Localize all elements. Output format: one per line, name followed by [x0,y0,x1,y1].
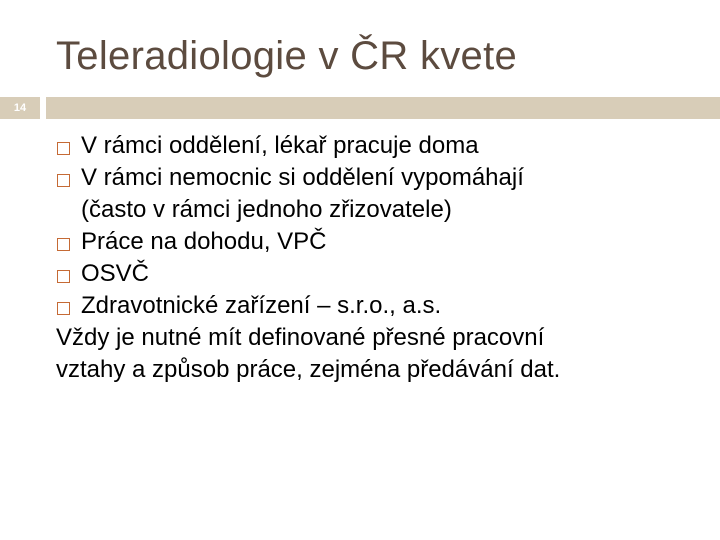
square-bullet-icon [57,174,70,187]
slide-number-box [0,97,40,119]
bullet-text: Práce na dohodu, VPČ [81,228,327,255]
square-bullet-icon [57,238,70,251]
bullet-text-continuation: (často v rámci jednoho zřizovatele) [81,196,452,223]
bullet-text: OSVČ [81,260,150,287]
bullet-text: V rámci nemocnic si oddělení vypomáhají [81,164,524,191]
slide-title: Teleradiologie v ČR kvete [56,34,518,78]
closing-text-line: vztahy a způsob práce, zejména předávání dat. [56,356,561,383]
square-bullet-icon [57,142,70,155]
square-bullet-icon [57,270,70,283]
slide-number: 14 [13,102,27,114]
square-bullet-icon [57,302,70,315]
closing-text-line: Vždy je nutné mít definované přesné pracovní [56,324,545,351]
bullet-text: V rámci oddělení, lékař pracuje doma [81,132,479,159]
title-accent-bar [46,97,720,119]
bullet-text: Zdravotnické zařízení – s.r.o., a.s. [81,292,442,319]
